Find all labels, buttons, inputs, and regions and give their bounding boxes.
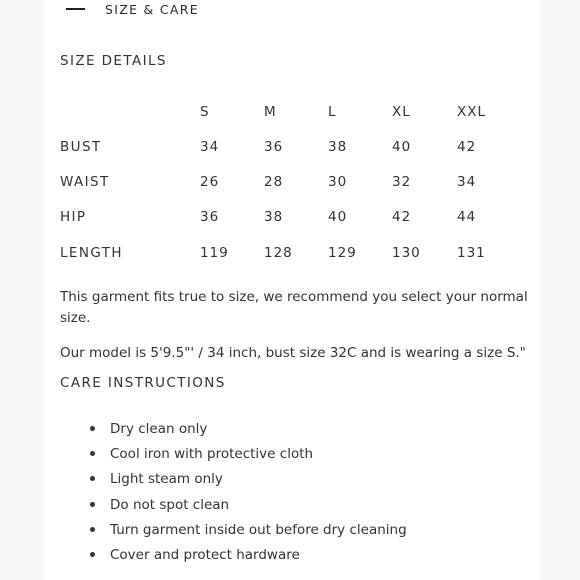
- list-item: [90, 418, 407, 443]
- size-care-accordion-header[interactable]: [66, 0, 199, 18]
- bullet-icon: [90, 527, 95, 532]
- care-item-text: Light steam only: [110, 471, 223, 488]
- table-row: [60, 174, 540, 194]
- bullet-icon: [90, 552, 95, 557]
- care-item-text: Dry clean only: [110, 421, 208, 437]
- table-cell: 42: [457, 139, 477, 155]
- column-header: L: [328, 104, 337, 120]
- table-row: [60, 245, 540, 265]
- table-cell: 32: [392, 174, 412, 190]
- table-cell: 128: [264, 245, 293, 261]
- list-item: [90, 519, 407, 544]
- table-cell: 30: [328, 174, 348, 190]
- table-cell: 28: [264, 174, 284, 190]
- accordion-title: SIZE & CARE: [105, 1, 199, 17]
- table-cell: 26: [200, 174, 220, 190]
- bullet-icon: [90, 502, 95, 507]
- table-cell: 38: [264, 209, 284, 225]
- table-cell: 40: [392, 139, 412, 155]
- column-header: XXL: [457, 104, 487, 120]
- row-label: WAIST: [60, 174, 110, 190]
- care-item-text: Cool iron with protective cloth: [110, 446, 314, 463]
- care-item-text: Do not spot clean: [110, 496, 230, 513]
- column-header: M: [264, 104, 277, 120]
- table-cell: 36: [264, 139, 284, 155]
- size-table-header-row: [60, 104, 540, 124]
- collapse-icon[interactable]: [66, 8, 85, 10]
- bullet-icon: [90, 476, 95, 481]
- bullet-icon: [90, 451, 95, 456]
- list-item: [90, 443, 407, 468]
- list-item: [90, 544, 407, 569]
- table-cell: 130: [392, 245, 421, 261]
- row-label: BUST: [60, 139, 102, 155]
- table-cell: 119: [200, 245, 229, 261]
- table-cell: 42: [392, 209, 412, 225]
- care-instructions-heading: CARE INSTRUCTIONS: [60, 375, 226, 391]
- table-row: [60, 209, 540, 229]
- table-cell: 38: [328, 139, 348, 155]
- list-item: [90, 468, 407, 493]
- care-item-text: Cover and protect hardware: [110, 546, 300, 563]
- table-cell: 40: [328, 209, 348, 225]
- table-cell: 44: [457, 209, 477, 225]
- table-row: [60, 139, 540, 159]
- model-note: Our model is 5'9.5"' / 34 inch, bust size 32C and is wearing a size S.": [60, 345, 526, 361]
- table-cell: 36: [200, 209, 220, 225]
- table-cell: 131: [457, 245, 486, 261]
- table-cell: 34: [457, 174, 477, 190]
- column-header: XL: [392, 104, 411, 120]
- table-cell: 34: [200, 139, 220, 155]
- list-item: [90, 494, 407, 519]
- size-details-heading: SIZE DETAILS: [60, 53, 167, 69]
- row-label: LENGTH: [60, 245, 123, 261]
- care-list: [90, 418, 407, 569]
- table-cell: 129: [328, 245, 357, 261]
- bullet-icon: [90, 426, 95, 431]
- fit-note: This garment fits true to size, we recommend you select your normal size.: [60, 289, 528, 326]
- care-item-text: Turn garment inside out before dry cleaning: [110, 521, 407, 538]
- column-header: S: [200, 104, 210, 120]
- row-label: HIP: [60, 209, 87, 225]
